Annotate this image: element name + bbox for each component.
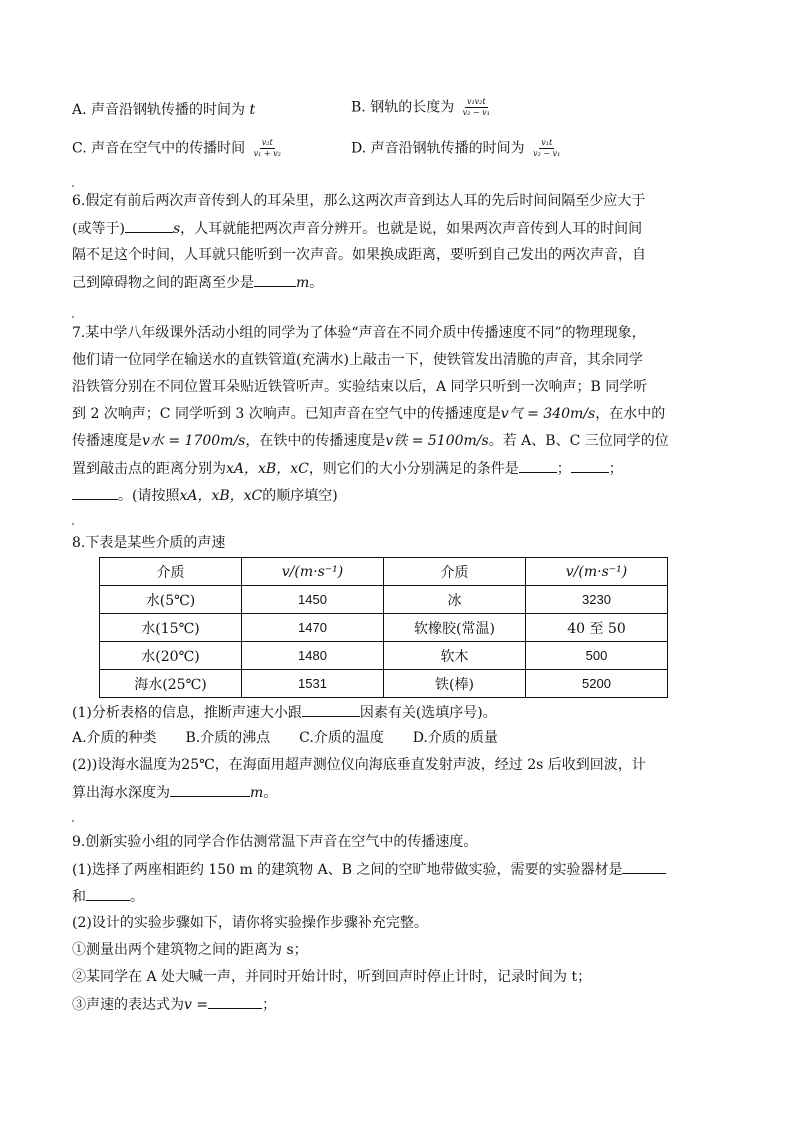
table-header-cell: 介质 <box>100 558 242 586</box>
q8-part2-line1: (2))设海水温度为25℃，在海面用超声测位仪向海底垂直发射声波，经过 2s 后收到回波，计 <box>72 757 646 773</box>
option-d-fraction: $\frac{\text{v₁t}}{\text{v₂ − v₁}}$ <box>533 138 561 158</box>
q9-blank-equipment-2[interactable] <box>86 886 130 901</box>
q9-blank-equipment-1[interactable] <box>622 859 666 874</box>
option-b <box>351 97 494 118</box>
table-cell: 1450 <box>242 586 384 614</box>
paragraph-marker <box>72 316 74 318</box>
q8-option-c: C.介质的温度 <box>299 730 384 746</box>
q7-blank-b[interactable] <box>571 458 609 473</box>
table-cell: 500 <box>526 642 668 670</box>
table-cell: 软橡胶(常温) <box>384 614 526 642</box>
q9-line4: (2)设计的实验步骤如下，请你将实验操作步骤补充完整。 <box>72 915 428 931</box>
q7-blank-c[interactable] <box>72 485 118 500</box>
table-cell: 1470 <box>242 614 384 642</box>
option-a-var: t <box>249 102 256 118</box>
option-a <box>72 100 255 120</box>
table-cell: 3230 <box>526 586 668 614</box>
table-header-row <box>100 558 668 586</box>
table-cell: 40 至 50 <box>526 614 668 642</box>
air-speed-formula: v气 = 340m/s <box>500 406 596 422</box>
q7-blank-a[interactable] <box>519 458 557 473</box>
option-a-prefix: A. <box>72 102 87 118</box>
table-header-cell: v/(m·s⁻¹) <box>526 558 668 586</box>
option-b-text: 钢轨的长度为 <box>370 99 455 116</box>
option-c-text: 声音在空气中的传播时间 <box>91 140 246 157</box>
option-c <box>72 138 285 159</box>
option-a-text: 声音沿钢轨传播的时间为 <box>91 102 246 118</box>
q7-line5: 传播速度是v水 = 1700m/s，在铁中的传播速度是v铁 = 5100m/s。若 A、B、C 三位同学的位 <box>72 433 669 449</box>
q6-blank-distance[interactable] <box>254 272 296 287</box>
table-header-cell: v/(m·s⁻¹) <box>242 558 384 586</box>
paragraph-marker <box>72 820 74 822</box>
paragraph-marker <box>72 185 74 187</box>
table-row <box>100 586 668 614</box>
q9-line2: (1)选择了两座相距约 150 m 的建筑物 A、B 之间的空旷地带做实验，需要的实验器材是 <box>72 859 666 880</box>
q9-step3: ③声速的表达式为v = ； <box>72 994 276 1015</box>
option-c-prefix: C. <box>72 140 87 157</box>
q7-line2: 他们请一位同学在输送水的直铁管道(充满水)上敲击一下，使铁管发出清脆的声音，其余同学 <box>72 352 643 368</box>
q8-blank-factor[interactable] <box>302 702 360 717</box>
table-row <box>100 642 668 670</box>
q8-part2-line2: 算出海水深度为 m。 <box>72 782 277 803</box>
q6-line2: (或等于) s，人耳就能把两次声音分辨开。也就是说，如果两次声音传到人耳的时间间 <box>72 218 642 239</box>
q9-line3: 和 。 <box>72 886 144 907</box>
table-cell: 海水(25℃) <box>100 670 242 698</box>
q6-blank-time[interactable] <box>125 218 173 233</box>
table-cell: 1531 <box>242 670 384 698</box>
option-b-fraction: $\frac{\text{v₁v₂t}}{\text{v₂ − v₁}}$ <box>462 97 490 117</box>
table-header-cell: 介质 <box>384 558 526 586</box>
q7-line1: 7.某中学八年级课外活动小组的同学为了体验“声音在不同介质中传播速度不同”的物理现象， <box>72 325 646 341</box>
table-cell: 软木 <box>384 642 526 670</box>
option-d <box>351 138 564 159</box>
q9-blank-formula[interactable] <box>208 994 262 1009</box>
q6-line4: 己到障碍物之间的距离至少是 m。 <box>72 272 323 293</box>
iron-speed-formula: v铁 = 5100m/s <box>385 433 489 449</box>
option-b-prefix: B. <box>351 99 366 116</box>
q7-line7: 。(请按照xA，xB，xC的顺序填空) <box>72 485 338 506</box>
table-cell: 铁(棒) <box>384 670 526 698</box>
q9-step2: ②某同学在 A 处大喊一声，并同时开始计时，听到回声时停止计时，记录时间为 t； <box>72 969 592 985</box>
q7-line4: 到 2 次响声；C 同学听到 3 次响声。已知声音在空气中的传播速度是v气 = 340m/s，在水中的 <box>72 406 666 422</box>
q8-option-a: A.介质的种类 <box>72 730 157 746</box>
table-cell: 1480 <box>242 642 384 670</box>
table-cell: 5200 <box>526 670 668 698</box>
q6-line3: 隔不足这个时间，人耳就只能听到一次声音。如果换成距离，要听到自己发出的两次声音，自 <box>72 247 646 263</box>
q8-option-d: D.介质的质量 <box>412 730 498 746</box>
option-d-text: 声音沿钢轨传播的时间为 <box>370 140 525 157</box>
q8-option-b: B.介质的沸点 <box>185 730 271 746</box>
table-cell: 水(20℃) <box>100 642 242 670</box>
q9-line1: 9.创新实验小组的同学合作估测常温下声音在空气中的传播速度。 <box>72 834 478 850</box>
table-row <box>100 670 668 698</box>
q8-part1: (1)分析表格的信息，推断声速大小跟 因素有关(选填序号)。 <box>72 702 497 723</box>
q7-line3: 沿铁管分别在不同位置耳朵贴近铁管听声。实验结束以后，A 同学只听到一次响声；B 同学听 <box>72 379 648 395</box>
option-d-prefix: D. <box>351 140 367 157</box>
sound-speed-table <box>99 557 668 698</box>
paragraph-marker <box>72 523 74 525</box>
q6-line1: 6.假定有前后两次声音传到人的耳朵里，那么这两次声音到达人耳的先后时间间隔至少应大于 <box>72 193 646 209</box>
q9-step1: ①测量出两个建筑物之间的距离为 s； <box>72 942 308 958</box>
option-c-fraction: $\frac{\text{v₂t}}{\text{v₁ + v₂}}$ <box>253 138 281 158</box>
q8-options <box>72 728 498 748</box>
q7-line6: 置到敲击点的距离分别为xA，xB，xC，则它们的大小分别满足的条件是 ； ； <box>72 458 623 479</box>
table-cell: 冰 <box>384 586 526 614</box>
water-speed-formula: v水 = 1700m/s <box>142 433 246 449</box>
q8-blank-depth[interactable] <box>170 782 250 797</box>
q8-title: 8.下表是某些介质的声速 <box>72 535 226 551</box>
table-cell: 水(15℃) <box>100 614 242 642</box>
table-row <box>100 614 668 642</box>
table-cell: 水(5℃) <box>100 586 242 614</box>
